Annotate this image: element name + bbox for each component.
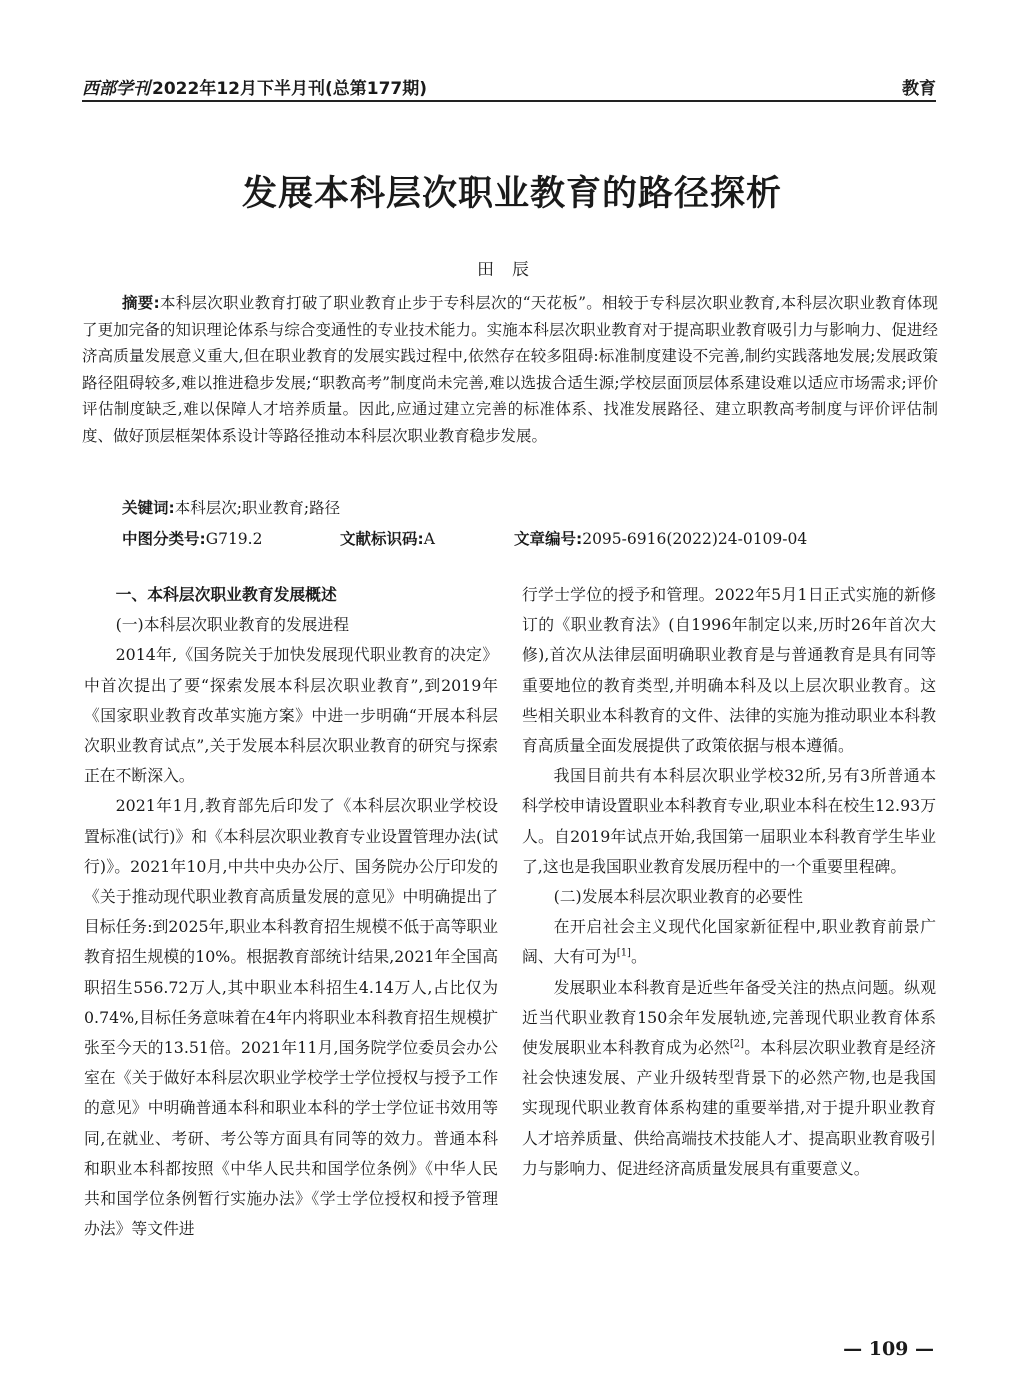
abstract [82, 290, 938, 449]
citation-ref: [2] [729, 1038, 745, 1050]
paragraph: 2021年1月,教育部先后印发了《本科层次职业学校设置标准(试行)》和《本科层次职业教育专业设置管理办法(试行)》。2021年10月,中共中央办公厅、国务院办公厅印发的《关于推动现代职业教育高质量发展的意见》中明确提出了目标任务:到2025年,职业本科教育招生规模不低于高等职业教育招生规模的10%。根据教育部统计结果,2021年全国高职招生556.72万人,其中职业本科招生4.14万人,占比仅为0.74%,目标任务意味着在4年内将职业本科教育招生规模扩张至今天的13.51倍。2021年11月,国务院学位委员会办公室在《关于做好本科层次职业学校学士学位授权与授予工作的意见》中明确普通本科和职业本科的学士学位证书效用等同,在就业、考研、考公等方面具有同等的效力。普通本科和职业本科都按照《中华人民共和国学位条例》《中华人民共和国学位条例暂行实施办法》《学士学位授权和授予管理办法》等文件进 [84, 796, 498, 1239]
issue-info: 2022年12月下半月刊(总第177期) [152, 79, 427, 99]
paragraph [522, 973, 936, 1184]
keywords [122, 496, 340, 518]
subsection-heading: (一)本科层次职业教育的发展进程 [115, 615, 350, 635]
article-number-label: 文章编号: [514, 530, 583, 548]
running-header [82, 70, 936, 100]
abstract-text: 本科层次职业教育打破了职业教育止步于专科层次的“天花板”。相较于专科层次职业教育,本科层次职业教育体现了更加完备的知识理论体系与综合变通性的专业技术能力。实施本科层次职业教育对于提高职业教育吸引力与影响力、促进经济高质量发展意义重大,但在职业教育的发展实践过程中,依然存在较多阻碍:标准制度建设不完善,制约实践落地发展;发展政策路径阻碍较多,难以推进稳步发展;“职教高考”制度尚未完善,难以选拔合适生源;学校层面顶层体系建设难以适应市场需求;评价评估制度缺乏,难以保障人才培养质量。因此,应通过建立完善的标准体系、找准发展路径、建立职教高考制度与评价评估制度、做好顶层框架体系设计等路径推动本科层次职业教育稳步发展。 [82, 294, 938, 445]
clc-label: 中图分类号: [122, 530, 206, 548]
body-column-right [522, 580, 936, 1184]
clc-value: G719.2 [205, 530, 263, 548]
citation-ref: [1] [616, 948, 631, 960]
article-number [514, 527, 807, 549]
paragraph-text: 在开启社会主义现代化国家新征程中,职业教育前景广阔、大有可为 [522, 917, 936, 967]
paragraph-continued: 行学士学位的授予和管理。2022年5月1日正式实施的新修订的《职业教育法》(自1996年制定以来,历时26年首次大修),首次从法律层面明确职业教育是与普通教育是具有同等重要地位的教育类型,并明确本科及以上层次职业教育。这些相关职业本科教育的文件、法律的实施为推动职业本科教育高质量全面发展提供了政策依据与根本遵循。 [522, 585, 936, 756]
paragraph: 2014年,《国务院关于加快发展现代职业教育的决定》中首次提出了要“探索发展本科层次职业教育”,到2019年《国家职业教育改革实施方案》中进一步明确“开展本科层次职业教育试点”,关于发展本科层次职业教育的研究与探索正在不断深入。 [84, 645, 498, 786]
document-code [340, 527, 435, 549]
body-column-left [84, 580, 498, 1244]
document-code-value: A [423, 530, 435, 548]
abstract-label: 摘要: [122, 294, 160, 312]
article-author: 田辰 [477, 260, 547, 280]
header-left [82, 74, 427, 99]
header-divider [82, 100, 936, 102]
section-heading: 一、本科层次职业教育发展概述 [115, 585, 337, 604]
clc-number [122, 527, 262, 549]
section-name: 教育 [902, 79, 936, 99]
document-code-label: 文献标识码: [340, 530, 424, 548]
journal-logo: 西部学刊 [82, 79, 150, 99]
article-number-value: 2095-6916(2022)24-0109-04 [582, 530, 808, 548]
paragraph: 我国目前共有本科层次职业学校32所,另有3所普通本科学校申请设置职业本科教育专业,职业本科在校生12.93万人。自2019年试点开始,我国第一届职业本科教育学生毕业了,这也是我国职业教育发展历程中的一个重要里程碑。 [522, 766, 936, 876]
paragraph [522, 912, 936, 972]
article-title: 发展本科层次职业教育的路径探析 [241, 174, 782, 214]
paragraph-text: 发展职业本科教育是近些年备受关注的热点问题。纵观近当代职业教育150余年发展轨迹,完善现代职业教育体系使发展职业本科教育成为必然 [522, 977, 936, 1058]
keywords-label: 关键词: [122, 499, 175, 517]
keywords-text: 本科层次;职业教育;路径 [174, 499, 341, 517]
page-number: — 109 — [843, 1338, 934, 1360]
subsection-heading: (二)发展本科层次职业教育的必要性 [553, 887, 803, 907]
paragraph-text: 。本科层次职业教育是经济社会快速发展、产业升级转型背景下的必然产物,也是我国实现现代职业教育体系构建的重要举措,对于提升职业教育人才培养质量、供给高端技术技能人才、提高职业教育吸引力与影响力、促进经济高质量发展具有重要意义。 [522, 1038, 936, 1178]
paragraph-text: 。 [630, 947, 647, 967]
